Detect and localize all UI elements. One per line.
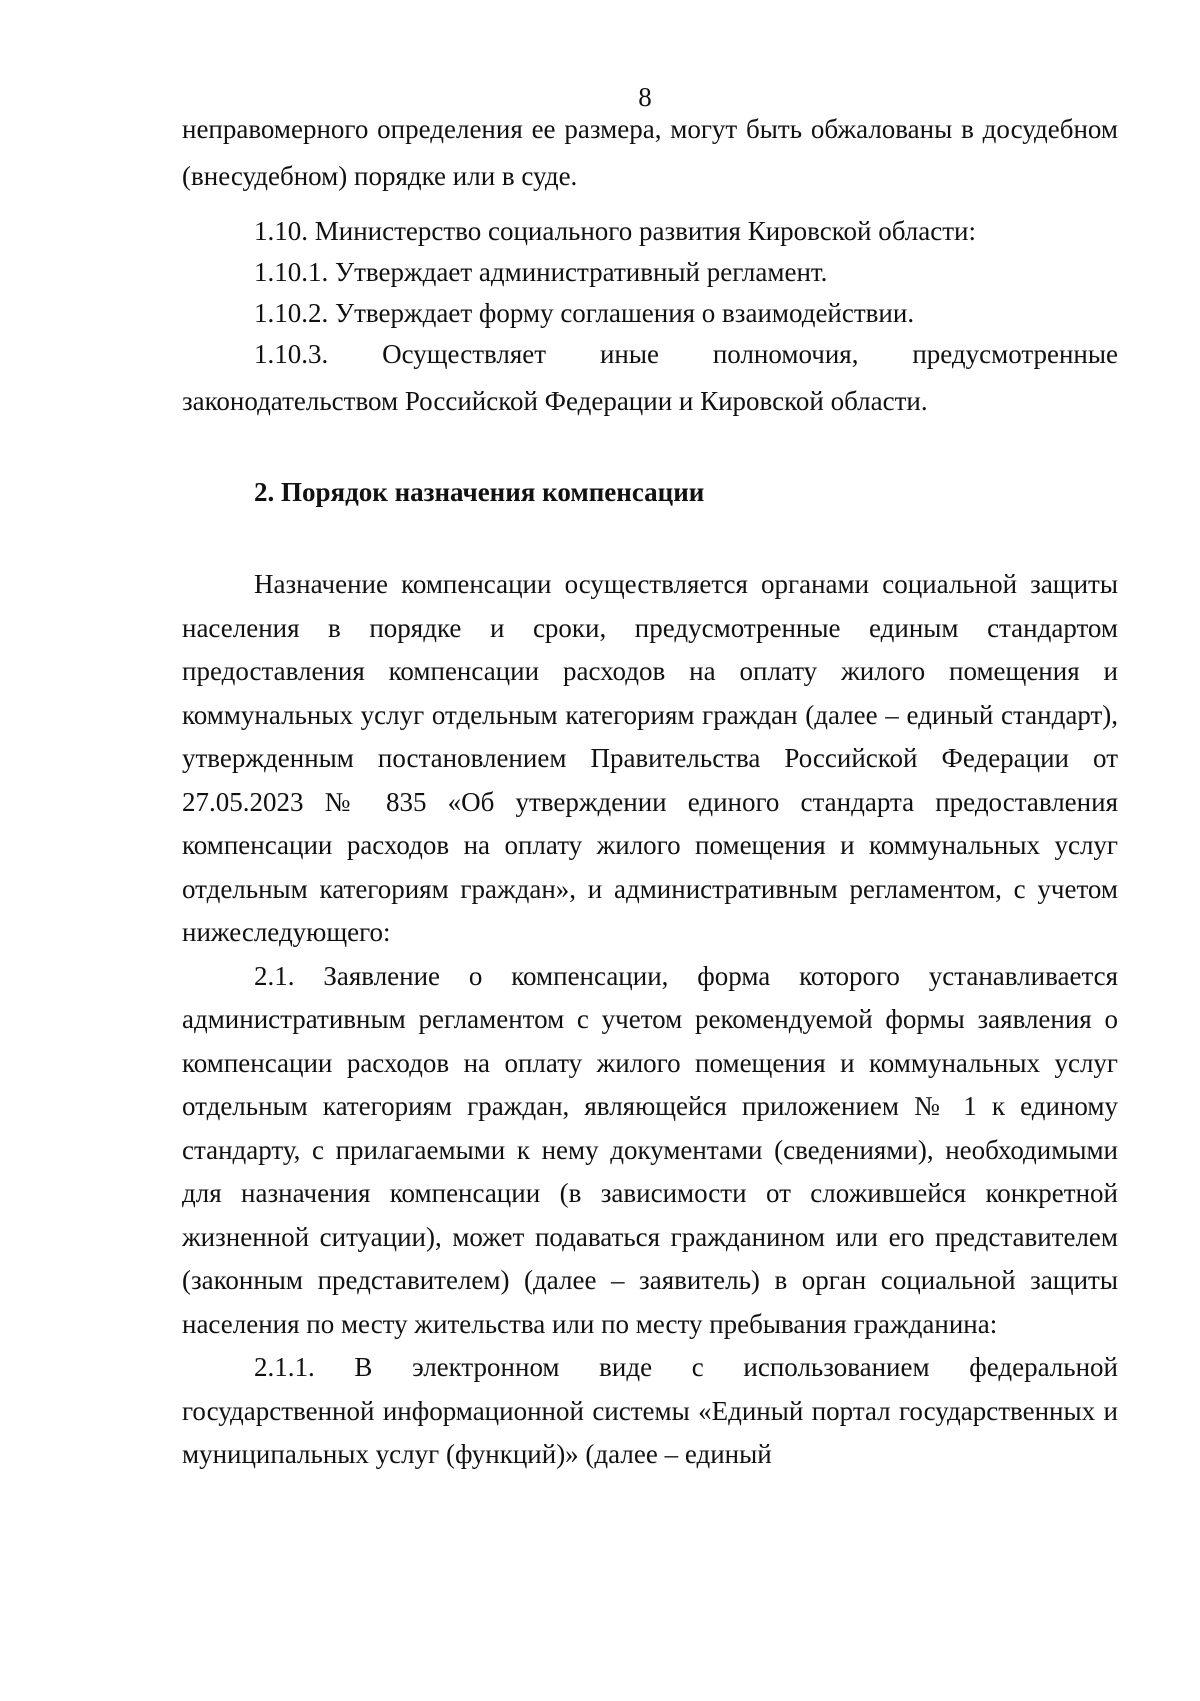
document-body bbox=[182, 106, 1118, 1477]
page-number: 8 bbox=[638, 82, 652, 112]
paragraph-1-10-1: 1.10.1. Утверждает административный регламент. bbox=[254, 257, 828, 287]
paragraph-2-1-1: 2.1.1. В электронном виде с использованием федеральной государственной информационной системы «Единый портал государственных и муниципальных услуг (функций)» (далее – единый bbox=[182, 1352, 1118, 1469]
paragraph-1-10-3: 1.10.3. Осуществляет иные полномочия, предусмотренные законодательством Российской Федерации и Кировской области. bbox=[182, 339, 1118, 416]
paragraph-1-10-2: 1.10.2. Утверждает форму соглашения о взаимодействии. bbox=[254, 298, 915, 328]
spacer bbox=[182, 425, 1118, 469]
paragraph-section-2-intro: Назначение компенсации осуществляется органами социальной защиты населения в порядке и сроки, предусмотренные единым стандартом предоставления компенсации расходов на оплату жилого помещения и коммунальных услуг отдельным категориям граждан (далее – единый стандарт), утвержденным постановлением Правительства Российской Федерации от 27.05.2023 № 835 «Об утверждении единого стандарта предоставления компенсации расходов на оплату жилого помещения и коммунальных услуг отдельным категориям граждан», и административным регламентом, с учетом нижеследующего: bbox=[182, 569, 1118, 947]
paragraph-2-1: 2.1. Заявление о компенсации, форма которого устанавливается административным регламентом с учетом рекомендуемой формы заявления о компенсации расходов на оплату жилого помещения и коммунальных услуг отдельным категориям граждан, являющейся приложением № 1 к единому стандарту, с прилагаемыми к нему документами (сведениями), необходимыми для назначения компенсации (в зависимости от сложившейся конкретной жизненной ситуации), может подаваться гражданином или его представителем (законным представителем) (далее – заявитель) в орган социальной защиты населения по месту жительства или по месту пребывания гражданина: bbox=[182, 960, 1118, 1339]
paragraph-1-10: 1.10. Министерство социального развития Кировской области: bbox=[254, 216, 976, 246]
section-heading: 2. Порядок назначения компенсации bbox=[254, 477, 705, 507]
spacer bbox=[182, 516, 1118, 563]
paragraph-continuation: неправомерного определения ее размера, могут быть обжалованы в досудебном (внесудебном) порядке или в суде. bbox=[182, 114, 1118, 191]
